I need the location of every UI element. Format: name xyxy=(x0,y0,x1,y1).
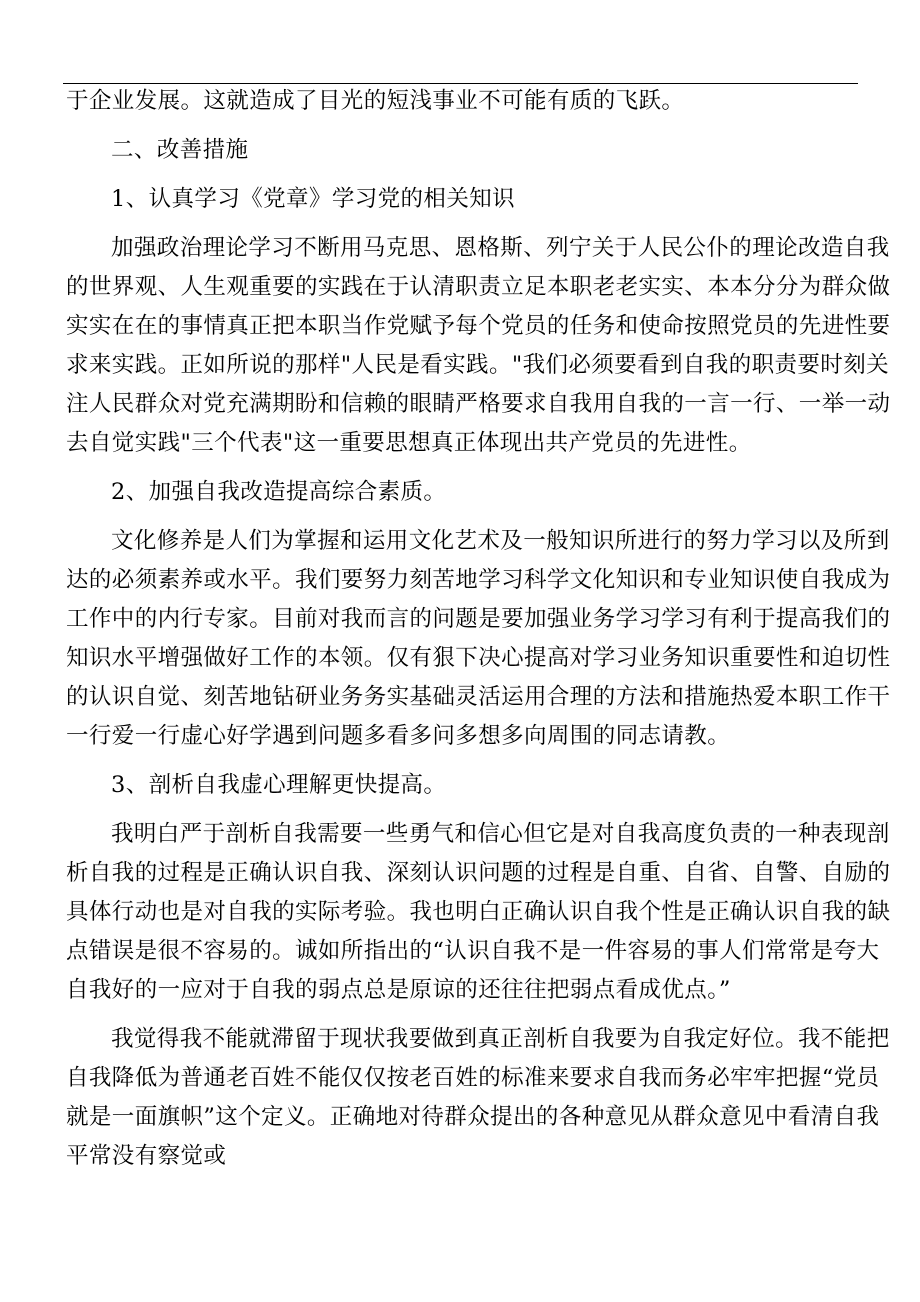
text-line: 实实在在的事情真正把本职当作党赋予每个党员的任务和使命按照党员的先进性要 xyxy=(66,313,891,339)
paragraph xyxy=(66,815,891,1010)
text-line: 1、认真学习《党章》学习党的相关知识 xyxy=(111,186,516,212)
paragraph xyxy=(66,131,856,170)
text-line: 我明白严于剖析自我需要一些勇气和信心但它是对自我高度负责的一种表现剖 xyxy=(111,821,890,847)
paragraph xyxy=(66,82,856,121)
text-line: 析自我的过程是正确认识自我、深刻认识问题的过程是自重、自省、自警、自励的 xyxy=(66,860,891,886)
text-line: 求来实践。正如所说的那样"人民是看实践。"我们必须要看到自我的职责要时刻关 xyxy=(66,352,889,378)
text-line: 具体行动也是对自我的实际考验。我也明白正确认识自我个性是正确认识自我的缺 xyxy=(66,899,891,925)
text-line: 自我好的一应对于自我的弱点总是原谅的还往往把弱点看成优点。” xyxy=(66,977,731,1003)
paragraph xyxy=(66,229,891,463)
text-line: 去自觉实践"三个代表"这一重要思想真正体现出共产党员的先进性。 xyxy=(66,430,752,456)
paragraph-spacing xyxy=(66,756,856,766)
text-line: 于企业发展。这就造成了目光的短浅事业不可能有质的飞跃。 xyxy=(66,88,685,114)
document-body xyxy=(66,82,891,1176)
paragraph xyxy=(66,522,891,756)
paragraph xyxy=(66,766,856,805)
text-line: 一行爱一行虚心好学遇到问题多看多问多想多向周围的同志请教。 xyxy=(66,723,731,749)
paragraph-spacing xyxy=(66,170,856,180)
text-line: 加强政治理论学习不断用马克思、恩格斯、列宁关于人民公仆的理论改造自我 xyxy=(111,235,890,261)
text-line: 3、剖析自我虚心理解更快提高。 xyxy=(111,772,447,798)
text-line: 就是一面旗帜”这个定义。正确地对待群众提出的各种意见从群众意见中看清自我 xyxy=(66,1104,880,1130)
text-line: 自我降低为普通老百姓不能仅仅按老百姓的标准来要求自我而务必牢牢把握“党员 xyxy=(66,1065,880,1091)
paragraph-spacing xyxy=(66,463,856,473)
text-line: 我觉得我不能就滞留于现状我要做到真正剖析自我要为自我定好位。我不能把 xyxy=(111,1026,890,1052)
paragraph xyxy=(66,180,856,219)
text-line: 知识水平增强做好工作的本领。仅有狠下决心提高对学习业务知识重要性和迫切性 xyxy=(66,645,891,671)
paragraph-spacing xyxy=(66,1010,856,1020)
text-line: 文化修养是人们为掌握和运用文化艺术及一般知识所进行的努力学习以及所到 xyxy=(111,528,890,554)
text-line: 平常没有察觉或 xyxy=(66,1143,227,1169)
text-line: 注人民群众对党充满期盼和信赖的眼睛严格要求自我用自我的一言一行、一举一动 xyxy=(66,391,891,417)
text-line: 的世界观、人生观重要的实践在于认清职责立足本职老老实实、本本分分为群众做 xyxy=(66,274,891,300)
text-line: 二、改善措施 xyxy=(111,137,249,163)
text-line: 点错误是很不容易的。诚如所指出的“认识自我不是一件容易的事人们常常是夸大 xyxy=(66,938,880,964)
paragraph-spacing xyxy=(66,512,856,522)
text-line: 2、加强自我改造提高综合素质。 xyxy=(111,479,447,505)
paragraph xyxy=(66,1020,890,1176)
paragraph-spacing xyxy=(66,219,856,229)
text-line: 达的必须素养或水平。我们要努力刻苦地学习科学文化知识和专业知识使自我成为 xyxy=(66,567,891,593)
paragraph-spacing xyxy=(66,121,856,131)
text-line: 的认识自觉、刻苦地钻研业务务实基础灵活运用合理的方法和措施热爱本职工作干 xyxy=(66,684,891,710)
text-line: 工作中的内行专家。目前对我而言的问题是要加强业务学习学习有利于提高我们的 xyxy=(66,606,891,632)
paragraph xyxy=(66,473,856,512)
paragraph-spacing xyxy=(66,805,856,815)
